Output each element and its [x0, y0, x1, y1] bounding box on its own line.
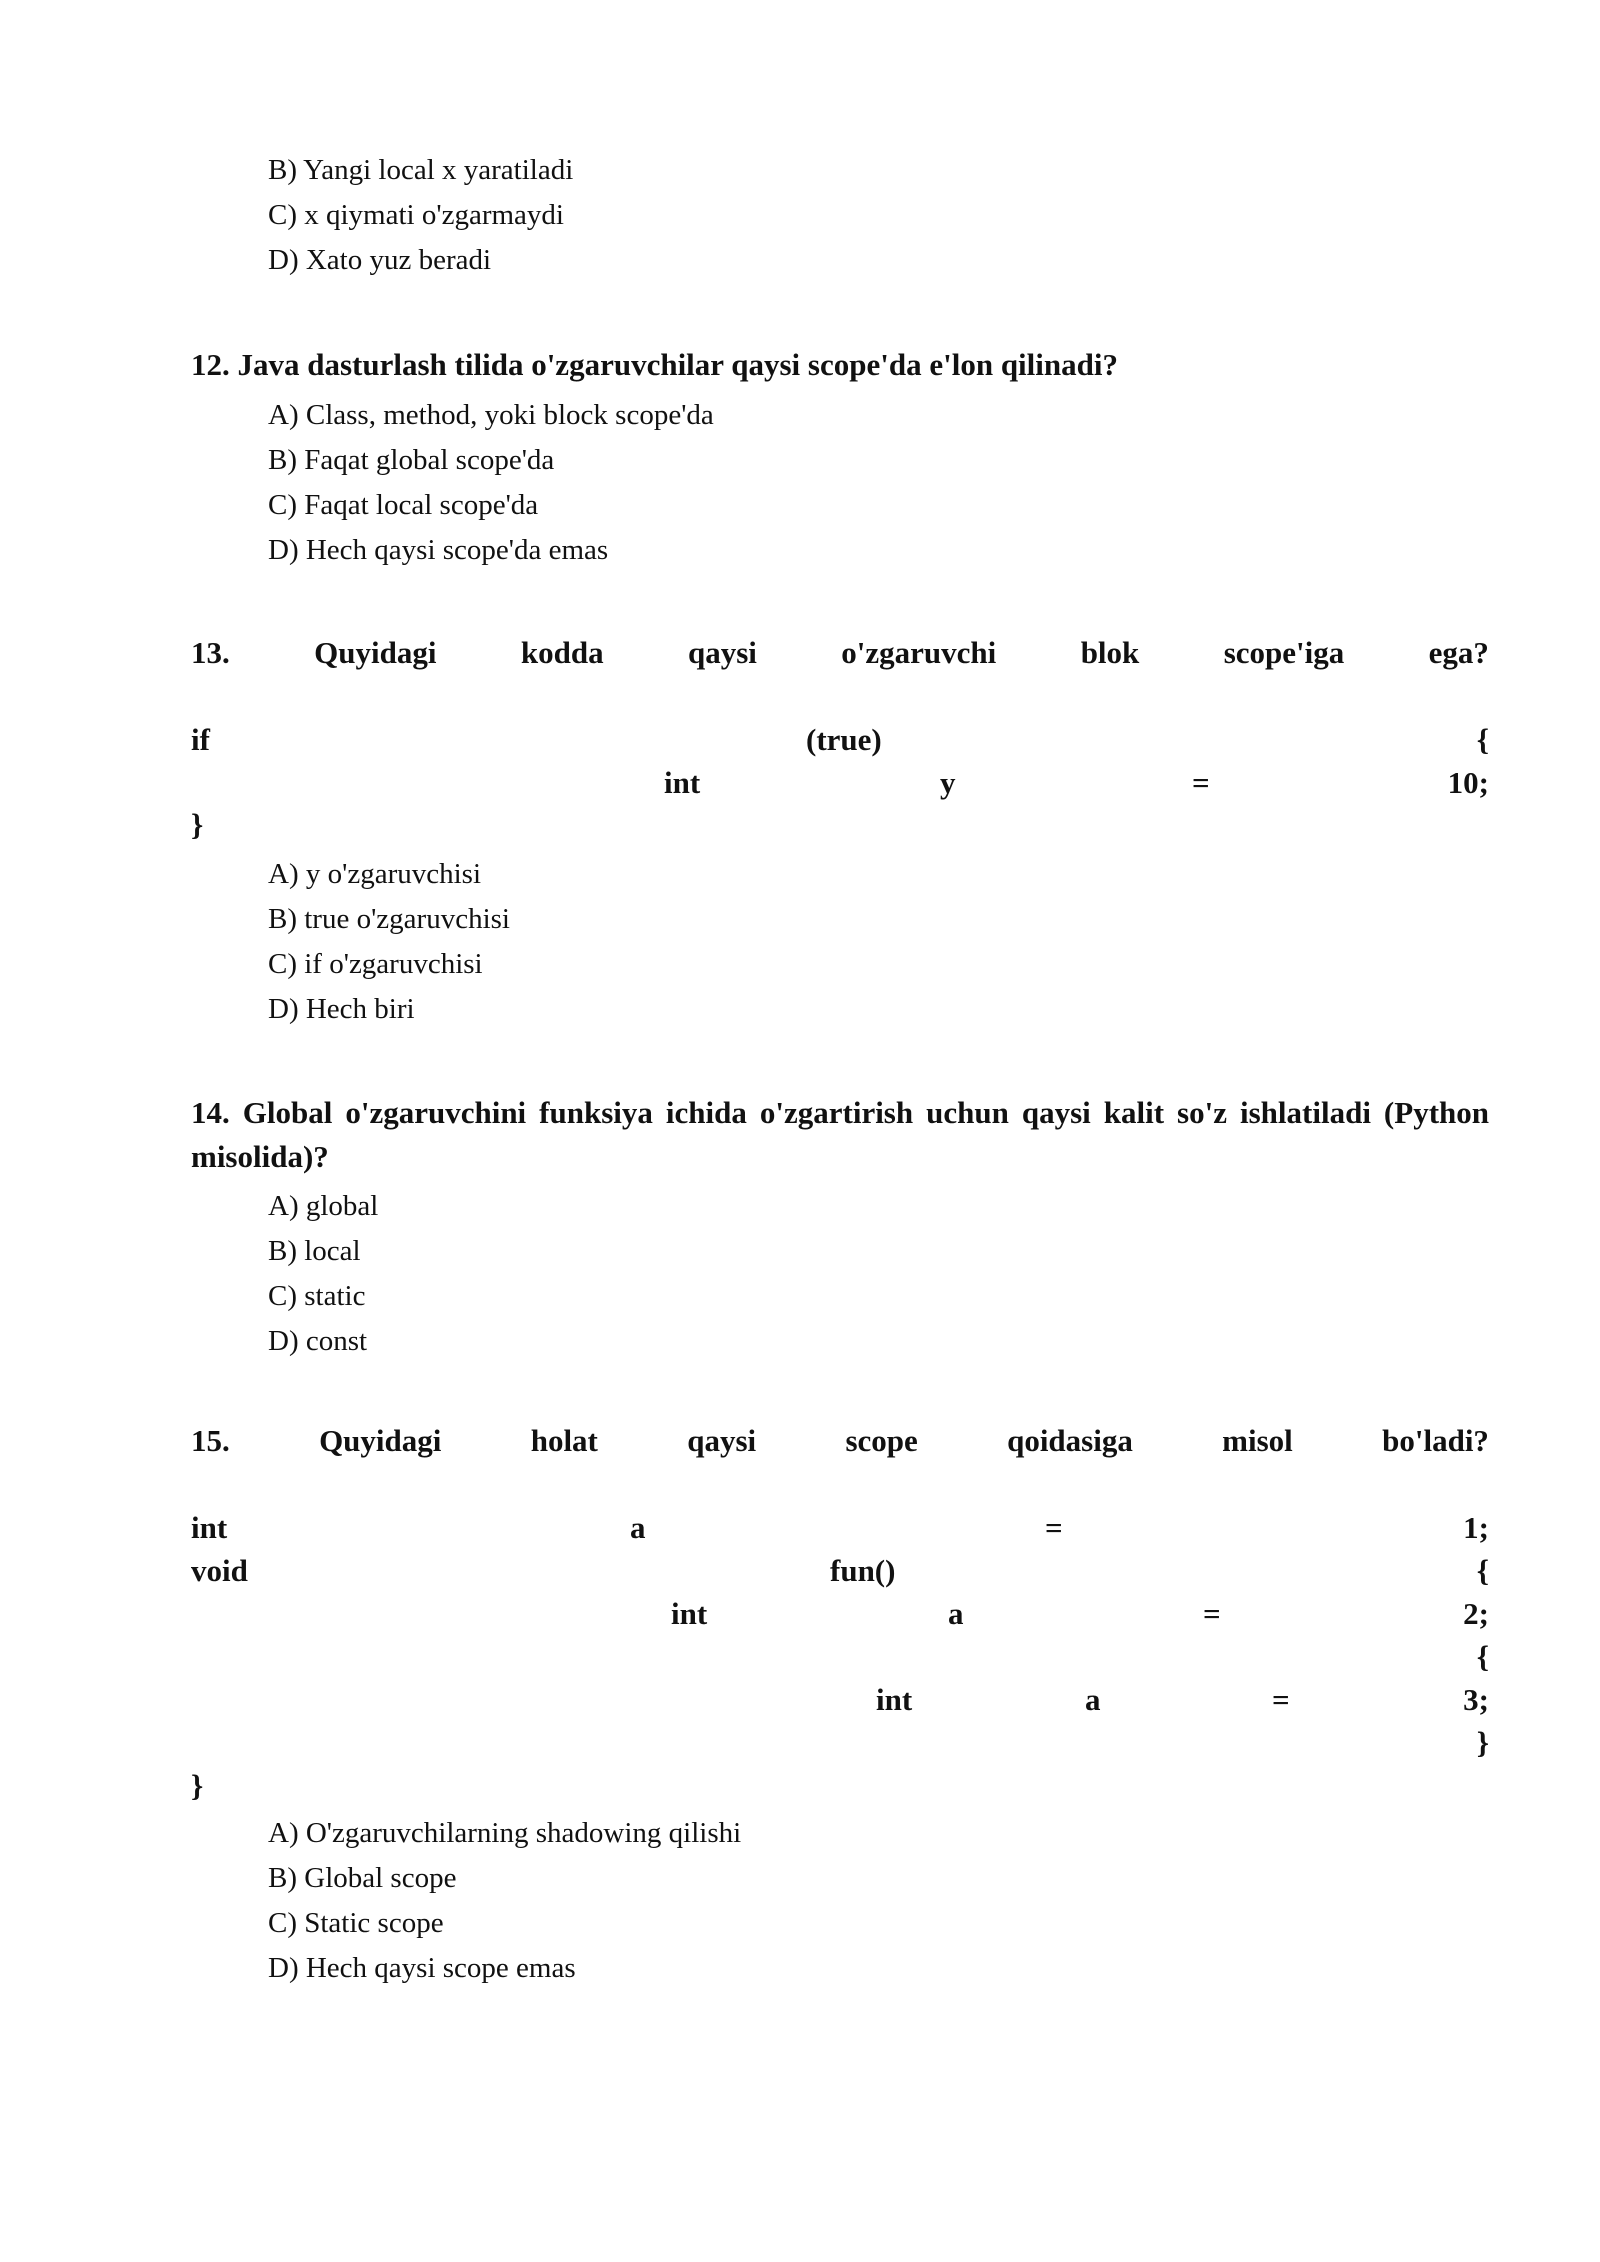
q15-word: scope	[845, 1423, 918, 1458]
q13-word: scope'iga	[1223, 635, 1345, 670]
q15-word: misol	[1222, 1423, 1293, 1458]
code-token: 10;	[1447, 765, 1489, 800]
q15-question	[191, 1421, 1489, 1461]
q13-word: qaysi	[687, 635, 757, 670]
q14-option-a: A) global	[268, 1190, 379, 1222]
q15-word: holat	[530, 1423, 598, 1458]
code-token: if	[191, 722, 210, 757]
q12-question: 12. Java dasturlash tilida o'zgaruvchilar qaysi scope'da e'lon qilinadi?	[191, 347, 1118, 382]
code-token: {	[1476, 1553, 1489, 1588]
code-token: =	[1203, 1596, 1221, 1631]
code-token: int	[664, 765, 701, 800]
q14-option-d: D) const	[268, 1325, 368, 1357]
q15-word: bo'ladi?	[1382, 1423, 1489, 1458]
code-token: =	[1192, 765, 1210, 800]
code-token: }	[191, 807, 204, 842]
q12-option-c: C) Faqat local scope'da	[268, 489, 539, 521]
code-token: a	[1085, 1682, 1101, 1717]
q11-option-d: D) Xato yuz beradi	[268, 244, 492, 276]
q12-option-d: D) Hech qaysi scope'da emas	[268, 534, 609, 566]
code-token: int	[191, 1510, 228, 1545]
code-token: =	[1045, 1510, 1063, 1545]
code-token: a	[630, 1510, 646, 1545]
q13-word: kodda	[520, 635, 604, 670]
q13-option-d: D) Hech biri	[268, 993, 415, 1025]
q13-word: blok	[1080, 635, 1140, 670]
q15-option-a: A) O'zgaruvchilarning shadowing qilishi	[268, 1817, 742, 1849]
q15-word: Quyidagi	[319, 1423, 442, 1458]
q13-word: Quyidagi	[314, 635, 437, 670]
code-token: a	[948, 1596, 964, 1631]
code-token: 1;	[1463, 1510, 1489, 1545]
q13-question	[191, 633, 1489, 673]
q13-word: ega?	[1428, 635, 1489, 670]
q12-option-a: A) Class, method, yoki block scope'da	[268, 399, 714, 431]
q15-option-d: D) Hech qaysi scope emas	[268, 1952, 576, 1984]
q13-option-b: B) true o'zgaruvchisi	[268, 903, 510, 935]
code-token: 3;	[1463, 1682, 1489, 1717]
q15-word: qoidasiga	[1007, 1423, 1133, 1458]
q13-option-c: C) if o'zgaruvchisi	[268, 948, 483, 980]
code-token: y	[940, 765, 956, 800]
code-token: }	[1476, 1725, 1489, 1760]
code-token: int	[876, 1682, 913, 1717]
q15-word: 15.	[191, 1423, 230, 1458]
code-token: fun()	[830, 1553, 896, 1588]
q11-option-c: C) x qiymati o'zgarmaydi	[268, 199, 564, 231]
q15-option-c: C) Static scope	[268, 1907, 444, 1939]
code-token: }	[191, 1768, 204, 1803]
q15-word: qaysi	[687, 1423, 757, 1458]
code-token: {	[1476, 1639, 1489, 1674]
q15-option-b: B) Global scope	[268, 1862, 457, 1894]
code-token: void	[191, 1553, 248, 1588]
code-token: 2;	[1463, 1596, 1489, 1631]
code-token: int	[671, 1596, 708, 1631]
q12-option-b: B) Faqat global scope'da	[268, 444, 555, 476]
q14-question: 14. Global o'zgaruvchini funksiya ichida o'zgartirish uchun qaysi kalit so'z ishlatiladi (Python misolida)?	[191, 1095, 1489, 1174]
q11-option-b: B) Yangi local x yaratiladi	[268, 154, 574, 186]
q13-word: 13.	[191, 635, 230, 670]
code-token: {	[1476, 722, 1489, 757]
code-token: =	[1272, 1682, 1290, 1717]
q14-option-b: B) local	[268, 1235, 361, 1267]
q14-option-c: C) static	[268, 1280, 366, 1312]
code-token: (true)	[806, 722, 882, 757]
q13-option-a: A) y o'zgaruvchisi	[268, 858, 481, 890]
q13-word: o'zgaruvchi	[841, 635, 997, 670]
